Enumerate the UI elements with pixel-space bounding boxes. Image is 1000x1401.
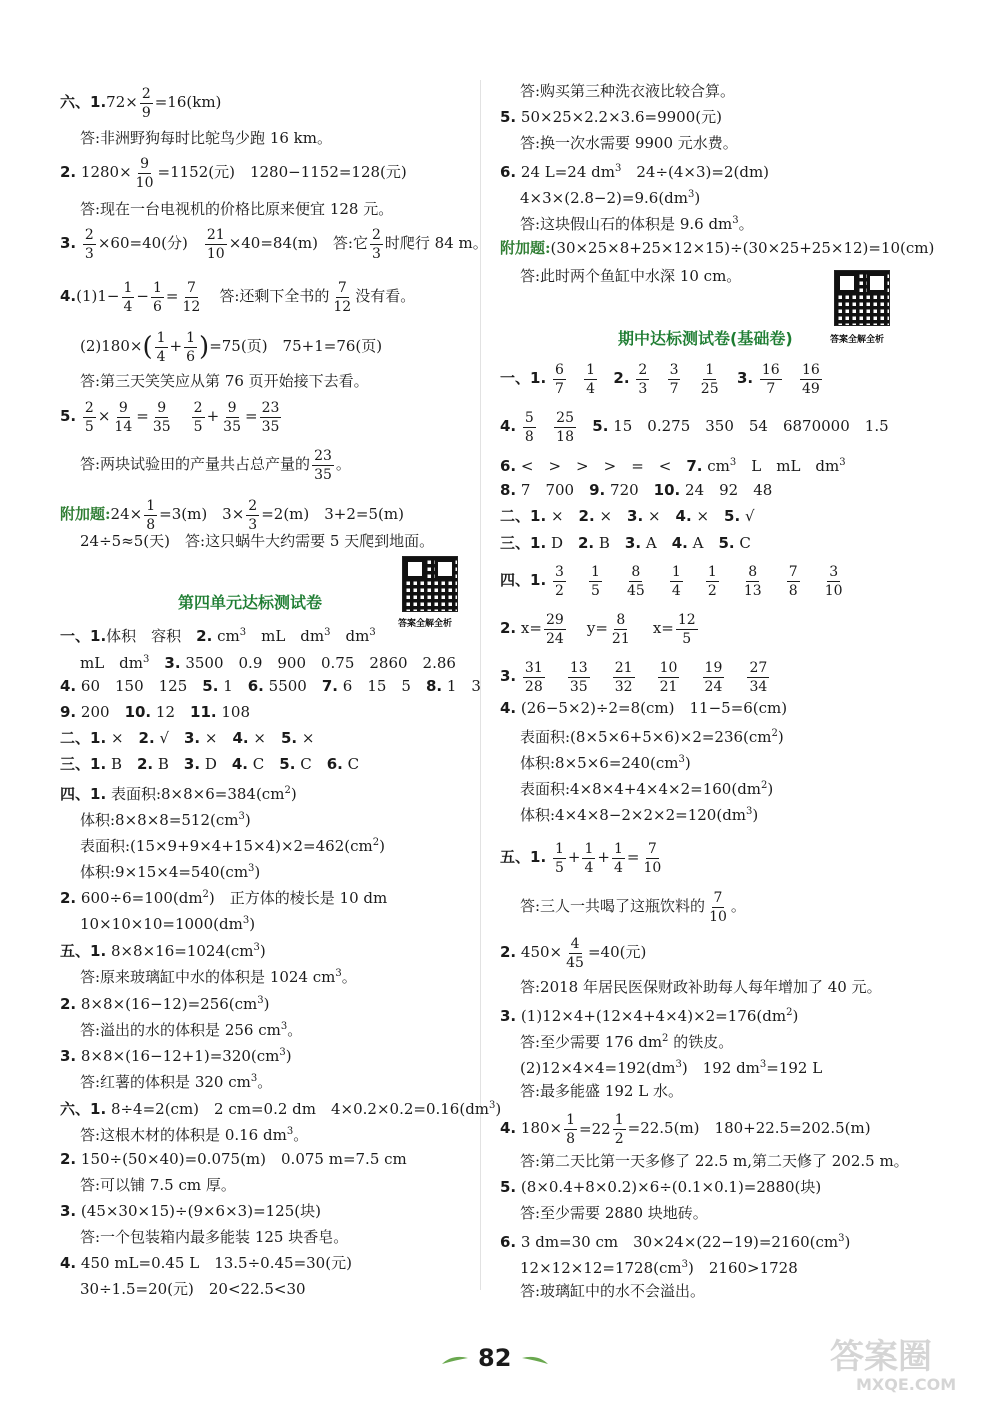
answer-line: 2. 450× $\frac{4}{45}$ =40(元) <box>500 935 647 971</box>
section-title: 第四单元达标测试卷 <box>178 593 323 612</box>
answer-line: 6. < > > > = < 7. $cm^3$ L mL $dm^3$ <box>500 457 846 475</box>
answer-line: 二、1. × 2. × 3. × 4. × 5. √ <box>500 507 755 525</box>
answer-line: 六、1.72× $\frac{2}{9}$ =16(km) <box>60 85 222 121</box>
answer-line: 4. (26−5×2)÷2=8(cm) 11−5=6(cm) <box>500 699 788 717</box>
answer-line: 4.(1)1− $\frac{1}{4}$ − $\frac{1}{6}$ = $\frac{7}{12}$ 答:还剩下全书的 $\frac{7}{12}$ 没有看。 <box>60 279 416 315</box>
answer-line: 答:换一次水需要 9900 元水费。 <box>520 134 738 152</box>
watermark-small: MXQE.COM <box>856 1375 957 1394</box>
answer-line: 表面积$:4\times 8\times 4+4\times 4\times 2=160(dm^2)$ <box>520 780 774 798</box>
answer-line: 三、1. D 2. B 3. A 4. A 5. C <box>500 534 751 552</box>
answer-line: 答:红薯的体积是 320 $cm^3$。 <box>80 1073 273 1091</box>
qr-code-icon[interactable] <box>402 556 458 612</box>
answer-line: 3. (45×30×15)÷(9×6×3)=125(块) <box>60 1202 321 1220</box>
answer-line: 四、1. 表面积$:8\times 8\times 6=384(cm^2)$ <box>60 785 297 803</box>
answer-line: $12\times 12\times 12=1728(cm^3)$ 2160>1728 <box>520 1259 798 1277</box>
answer-line: 四、1. $\frac{3}{2}$ $\frac{1}{5}$ $\frac{8}{45}$ $\frac{1}{4}$ $\frac{1}{2}$ $\frac{8}{13}$ $\frac{7}{8}$ $\frac{3}{10}$ <box>500 563 843 599</box>
answer-line: 4. 180× $\frac{1}{8}$ =22 $\frac{1}{2}$ =22.5(m) 180+22.5=202.5(m) <box>500 1111 871 1147</box>
answer-line: 答:三人一共喝了这瓶饮料的 $\frac{7}{10}$ 。 <box>520 889 746 925</box>
answer-line: 答:可以铺 7.5 cm 厚。 <box>80 1176 236 1194</box>
answer-line: 3. $\frac{2}{3}$ ×60=40(分) $\frac{21}{10}$ ×40=84(m) 答:它 $\frac{2}{3}$ 时爬行 84 m。 <box>60 226 488 262</box>
watermark-logo <box>826 1330 996 1396</box>
answer-line: 答:第二天比第一天多修了 22.5 m,第二天修了 202.5 m。 <box>520 1152 909 1170</box>
answer-line: 体积$:9\times 15\times 4=540(cm^3)$ <box>80 863 261 881</box>
answer-line: 5. (8×0.4+8×0.2)×6÷(0.1×0.1)=2880(块) <box>500 1178 822 1196</box>
answer-line: 答:此时两个鱼缸中水深 10 cm。 <box>520 267 742 285</box>
answer-line: 答:这块假山石的体积是 9.6 $dm^3$。 <box>520 215 754 233</box>
leaf-ornament-icon <box>520 1352 550 1366</box>
answer-line: 答:购买第三种洗衣液比较合算。 <box>520 82 736 100</box>
watermark-big: 答案圈 <box>830 1337 932 1377</box>
answer-line: 答:现在一台电视机的价格比原来便宜 128 元。 <box>80 200 394 218</box>
answer-line: 24÷5≈5(天) 答:这只蜗牛大约需要 5 天爬到地面。 <box>80 532 435 550</box>
answer-line: 答:至少需要 2880 块地砖。 <box>520 1204 708 1222</box>
answer-line: 答:一个包装箱内最多能装 125 块香皂。 <box>80 1228 349 1246</box>
answer-line: 体积$:8\times 5\times 6=240(cm^3)$ <box>520 754 691 772</box>
answer-line: 3. $8\times 8\times(16-12+1)=320(cm^3)$ <box>60 1047 292 1065</box>
fraction: $\frac{9}{10}$ <box>135 155 154 191</box>
answer-line: 8. 7 700 9. 720 10. 24 92 48 <box>500 481 773 499</box>
bonus-question: 附加题:(30×25×8+25×12×15)÷(30×25+25×12)=10(cm) <box>500 239 935 257</box>
answer-line: 6. 3 dm=30 cm $30\times 24\times(22-19)=2160(cm^3)$ <box>500 1233 851 1251</box>
answer-line: 答:2018 年居民医保财政补助每人每年增加了 40 元。 <box>520 978 882 996</box>
answer-line: $10\times 10\times 10=1000(dm^3)$ <box>80 915 256 933</box>
answer-line: 4. 60 150 125 5. 1 6. 5500 7. 6 15 5 8. 1 3 <box>60 677 481 695</box>
answer-line: 六、1. 8÷4=2(cm) 2 cm=0.2 dm $4\times 0.2\times 0.2=0.16(dm^3)$ <box>60 1100 502 1118</box>
answer-line: mL $dm^3$ 3. 3500 0.9 900 0.75 2860 2.86 <box>80 654 456 672</box>
answer-line: 表面积$:(8\times 5\times 6+5\times 6)\times 2=236(cm^2)$ <box>520 728 784 746</box>
answer-line: 答:这根木材的体积是 0.16 $dm^3$。 <box>80 1126 309 1144</box>
bonus-question: 附加题:24× $\frac{1}{8}$ =3(m) 3× $\frac{2}{3}$ =2(m) 3+2=5(m) <box>60 497 404 533</box>
answer-line: 5. 50×25×2.2×3.6=9900(元) <box>500 108 722 126</box>
fraction: $\frac{2}{9}$ <box>141 85 151 121</box>
answer-line: 答:非洲野狗每时比鸵鸟少跑 16 km。 <box>80 129 332 147</box>
leaf-ornament-icon <box>440 1352 470 1366</box>
answer-line: 2. x= $\frac{29}{24}$ y= $\frac{8}{21}$ x= $\frac{12}{5}$ <box>500 611 696 647</box>
answer-line: 6. 24 L=24 $dm^3$ 24÷(4×3)=2(dm) <box>500 163 770 181</box>
answer-line: 2. $600\div 6=100(dm^2)$ 正方体的棱长是 10 dm <box>60 889 388 907</box>
qr-code-icon[interactable] <box>834 270 890 326</box>
answer-line: 二、1. × 2. √ 3. × 4. × 5. × <box>60 729 315 747</box>
section-title: 期中达标测试卷(基础卷) <box>618 329 793 348</box>
answer-line: 3. $\frac{31}{28}$ $\frac{13}{35}$ $\frac{21}{32}$ $\frac{10}{21}$ $\frac{19}{24}$ $\frac{27}{34}$ <box>500 659 768 695</box>
answer-line: 2. $8\times 8\times(16-12)=256(cm^3)$ <box>60 995 270 1013</box>
answer-line: 5. $\frac{2}{5}$ × $\frac{9}{14}$ = $\frac{9}{35}$ $\frac{2}{5}$ + $\frac{9}{35}$ = $\frac{23}{35}$ <box>60 399 280 435</box>
answer-line: 9. 200 10. 12 11. 108 <box>60 703 251 721</box>
answer-line: 答:至少需要 176 $dm^2$ 的铁皮。 <box>520 1033 734 1051</box>
answer-line: (2)180×( $\frac{1}{4}$ + $\frac{1}{6}$ )=75(页) 75+1=76(页) <box>80 329 383 365</box>
answer-line: 答:最多能盛 192 L 水。 <box>520 1082 683 1100</box>
answer-line: 五、1. $8\times 8\times 16=1024(cm^3)$ <box>60 942 266 960</box>
answer-line: $4\times 3\times(2.8-2)=9.6(dm^3)$ <box>520 189 701 207</box>
answer-line: 答:第三天笑笑应从第 76 页开始接下去看。 <box>80 372 369 390</box>
answer-line: 三、1. B 2. B 3. D 4. C 5. C 6. C <box>60 755 360 773</box>
answer-line: 4. $\frac{5}{8}$ $\frac{25}{18}$ 5. 15 0.275 350 54 6870000 1.5 <box>500 409 889 445</box>
answer-line: 4. 450 mL=0.45 L 13.5÷0.45=30(元) <box>60 1254 352 1272</box>
answer-line: 30÷1.5=20(元) 20<22.5<30 <box>80 1280 306 1298</box>
answer-line: 答:溢出的水的体积是 256 $cm^3$。 <box>80 1021 303 1039</box>
page-number: 82 <box>478 1344 512 1372</box>
answer-line: 体积$:8\times 8\times 8=512(cm^3)$ <box>80 811 251 829</box>
answer-line: 2. 1280× $\frac{9}{10}$ =1152(元) 1280−1152=128(元) <box>60 155 407 191</box>
answer-line: 答:原来玻璃缸中水的体积是 1024 $cm^3$。 <box>80 968 357 986</box>
qr-label: 答案全解全析 <box>830 335 885 345</box>
qr-label: 答案全解全析 <box>398 619 453 629</box>
answer-line: 答:玻璃缸中的水不会溢出。 <box>520 1282 706 1300</box>
answer-line: 表面积$:(15\times 9+9\times 4+15\times 4)\times 2=462(cm^2)$ <box>80 837 385 855</box>
answer-line: 2. 150÷(50×40)=0.075(m) 0.075 m=7.5 cm <box>60 1150 407 1168</box>
answer-line: 答:两块试验田的产量共占总产量的 $\frac{23}{35}$ 。 <box>80 447 351 483</box>
answer-line: 五、1. $\frac{1}{5}$ + $\frac{1}{4}$ + $\frac{1}{4}$ = $\frac{7}{10}$ <box>500 840 662 876</box>
answer-line: 一、1. $\frac{6}{7}$ $\frac{1}{4}$ 2. $\frac{2}{3}$ $\frac{3}{7}$ $\frac{1}{25}$ 3. $\frac{16}{7}$ $\frac{16}{49}$ <box>500 361 820 397</box>
answer-line: 3. $(1)12\times 4+(12\times 4+4\times 4)\times 2=176(dm^2)$ <box>500 1007 799 1025</box>
answer-line: 一、1.体积 容积 2. $cm^3$ mL $dm^3$ $dm^3$ <box>60 627 376 645</box>
answer-line: 体积$:4\times 4\times 8-2\times 2\times 2=120(dm^3)$ <box>520 806 759 824</box>
answer-line: $(2)12\times 4\times 4=192(dm^3)$ 192 $dm^3=192$ L <box>520 1059 823 1077</box>
